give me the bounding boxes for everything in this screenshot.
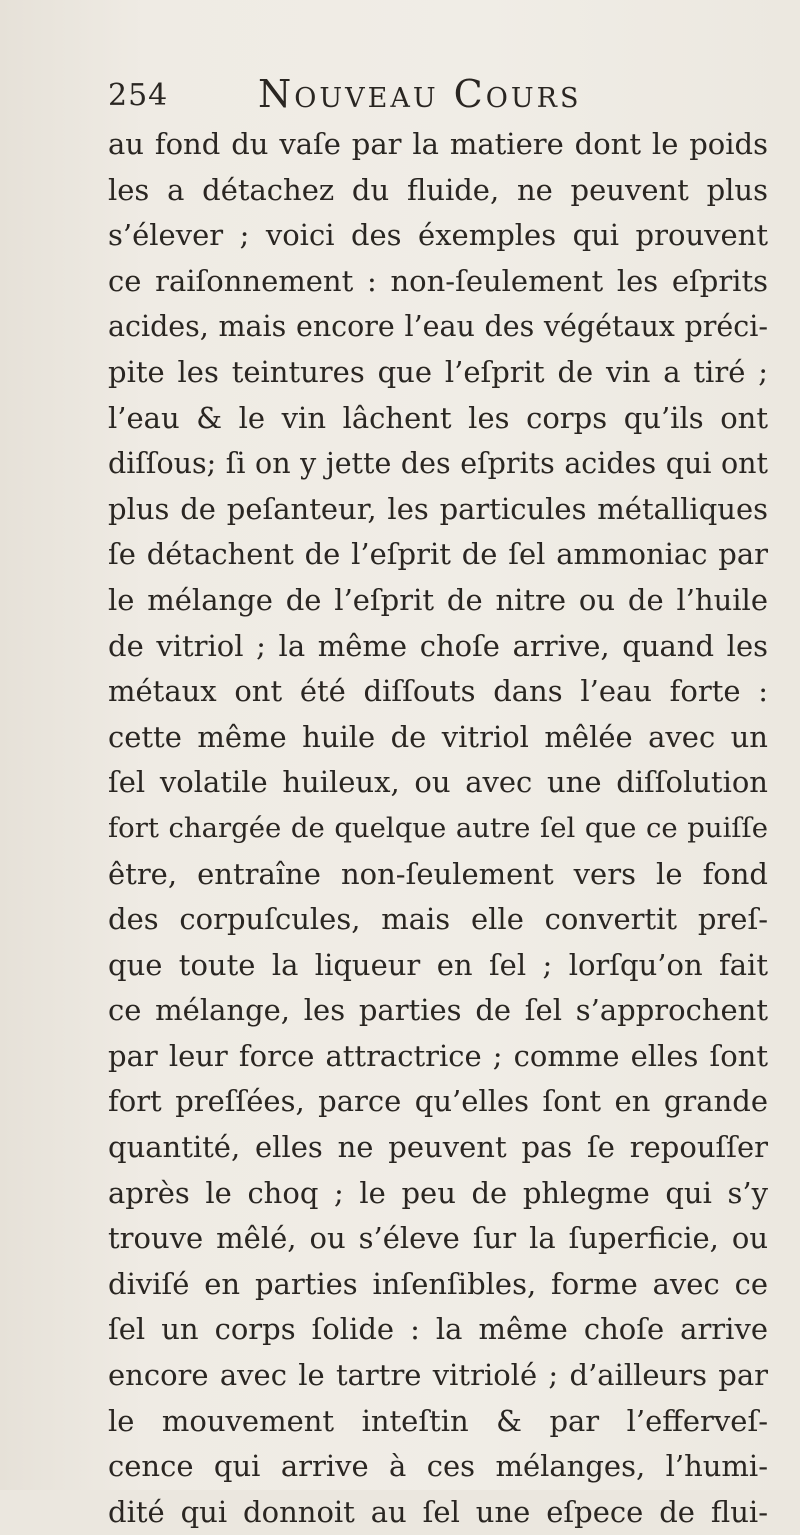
text-line: quantité, elles ne peuvent pas ſe repouſſer bbox=[108, 1130, 768, 1165]
text-line: cette même huile de vitriol mêlée avec un bbox=[108, 719, 768, 754]
text-line: être, entraîne non-ſeulement vers le fond bbox=[108, 856, 768, 891]
text-line: ſel un corps ſolide : la même choſe arrive bbox=[108, 1312, 768, 1347]
text-line: cence qui arrive à ces mélanges, l’humi- bbox=[108, 1449, 768, 1484]
page-header bbox=[108, 72, 708, 122]
body-text bbox=[108, 122, 768, 1535]
text-line: de vitriol ; la même choſe arrive, quand les bbox=[108, 628, 768, 663]
text-line: le mouvement inteſtin & par l’efferveſ- bbox=[108, 1403, 768, 1438]
running-head: Nouveau Cours bbox=[258, 72, 582, 116]
text-line: fort preſſées, parce qu’elles ſont en grande bbox=[108, 1084, 768, 1119]
text-line: métaux ont été diſſouts dans l’eau forte : bbox=[108, 674, 768, 709]
text-line: pite les teintures que l’eſprit de vin a tiré ; bbox=[108, 354, 768, 389]
text-line: acides, mais encore l’eau des végétaux préci- bbox=[108, 310, 768, 344]
text-line: au fond du vaſe par la matiere dont le poids bbox=[108, 127, 768, 161]
text-line: encore avec le tartre vitriolé ; d’ailleurs par bbox=[108, 1358, 768, 1393]
text-line: diſſous; ſi on y jette des eſprits acides qui ont bbox=[108, 447, 768, 481]
text-line: l’eau & le vin lâchent les corps qu’ils ont bbox=[108, 400, 768, 435]
text-line: ſe détachent de l’eſprit de ſel ammoniac par bbox=[108, 537, 768, 572]
text-line: par leur force attractrice ; comme elles ſont bbox=[108, 1038, 768, 1073]
text-line: diviſé en parties inſenſibles, forme avec ce bbox=[108, 1266, 768, 1301]
text-line: le mélange de l’eſprit de nitre ou de l’huile bbox=[108, 582, 768, 617]
text-line: ce mélange, les parties de ſel s’approchent bbox=[108, 993, 768, 1028]
text-line: après le choq ; le peu de phlegme qui s’y bbox=[108, 1175, 768, 1210]
page-number: 254 bbox=[108, 78, 169, 113]
text-line: que toute la liqueur en ſel ; lorſqu’on fait bbox=[108, 947, 768, 982]
text-line: des corpuſcules, mais elle convertit preſ- bbox=[108, 902, 768, 937]
text-line: plus de peſanteur, les particules métalliques bbox=[108, 491, 768, 526]
text-line: fort chargée de quelque autre ſel que ce puiſſe bbox=[108, 811, 768, 844]
text-line: dité qui donnoit au ſel une eſpece de flui- bbox=[108, 1494, 768, 1529]
text-line: les a détachez du fluide, ne peuvent plus bbox=[108, 172, 768, 207]
text-line: s’élever ; voici des éxemples qui prouvent bbox=[108, 218, 768, 253]
text-line: ce raiſonnement : non-ſeulement les eſprits bbox=[108, 263, 768, 298]
text-line: trouve mêlé, ou s’éleve ſur la ſuperficie, ou bbox=[108, 1221, 768, 1256]
text-line: ſel volatile huileux, ou avec une diſſolution bbox=[108, 765, 768, 800]
